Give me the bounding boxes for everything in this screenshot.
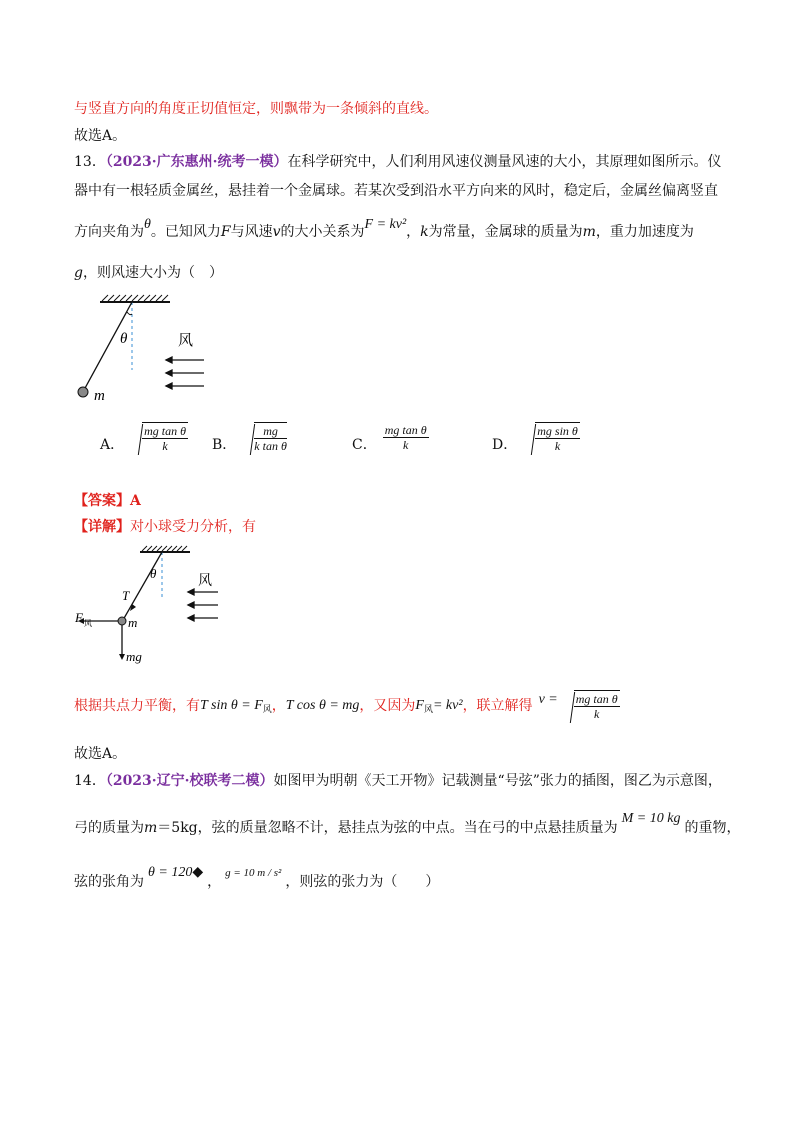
eq-sep: ，	[271, 697, 286, 714]
answer-tag: 【答案】	[74, 493, 130, 509]
q14-m: m	[144, 820, 158, 836]
q13-text3d: 的大小关系为	[280, 224, 365, 240]
q14-text2b: ＝5kg，弦的质量忽略不计，悬挂点为弦的中点。当在弓的中点悬挂质量为	[157, 820, 618, 836]
eq-mid: ，又因为	[359, 697, 416, 714]
fig2-theta: θ	[150, 566, 157, 581]
q14-source: （2023·辽宁·校联考二模）	[105, 773, 274, 789]
q14-theta-formula: θ = 120◆	[148, 865, 204, 880]
fig2-F: F	[75, 610, 83, 625]
q13-source: （2023·广东惠州·统考一模）	[105, 154, 288, 170]
q14-g-formula: g = 10 m / s²	[225, 867, 282, 879]
q13-figure	[70, 290, 220, 405]
q13-text3g: ，重力加速度为	[595, 224, 694, 240]
q14-line3	[74, 865, 440, 893]
q14-line2	[74, 811, 741, 839]
option-a-den: k	[162, 438, 168, 453]
q13-detail	[74, 517, 256, 537]
eq-end: ，联立解得	[462, 697, 533, 714]
q13-theta: θ	[144, 217, 151, 232]
fig2-m: m	[128, 615, 138, 630]
eq3-sub: 风	[423, 704, 433, 715]
q13-force-diagram	[70, 540, 230, 670]
q13-text3b: 。已知风力	[150, 224, 221, 240]
q13-k: k	[420, 224, 429, 240]
option-c-num: mg tan θ	[384, 422, 427, 437]
q14-line1	[74, 771, 722, 791]
q14-text1: 如图甲为明朝《天工开物》记载测量“号弦”张力的插图，图乙为示意图，	[273, 773, 722, 789]
eq2: T cos θ = mg	[285, 697, 360, 713]
fig2-T: T	[122, 588, 130, 603]
option-d-label: D．	[492, 437, 518, 453]
option-b-den: k tan θ	[254, 438, 287, 453]
eq3: F	[415, 697, 424, 713]
q14-text2a: 弓的质量为	[74, 820, 144, 836]
q13-text1: 在科学研究中，人们利用风速仪测量风速的大小，其原理如图所示。仪	[287, 154, 722, 170]
option-c[interactable]	[352, 420, 429, 454]
eq-den: k	[594, 707, 600, 721]
option-b-label: B．	[212, 437, 237, 453]
eq3-rest: = kv²	[432, 697, 463, 713]
eq-v: v =	[538, 691, 558, 707]
q13-line4	[74, 263, 223, 283]
q13-line1	[74, 152, 722, 172]
option-d[interactable]	[492, 420, 580, 454]
option-d-num: mg sin θ	[537, 423, 578, 438]
q13-formula: F = kv²	[364, 217, 407, 232]
option-d-den: k	[554, 438, 561, 453]
option-a-num: mg tan θ	[144, 423, 187, 438]
q13-choice: 故选A。	[74, 746, 127, 762]
q14-text3a: 弦的张角为	[74, 874, 144, 890]
q14-M-formula: M = 10 kg	[621, 811, 681, 826]
q13-text3a: 方向夹角为	[74, 224, 144, 240]
eq1: T sin θ = F	[200, 697, 263, 713]
q13-equation-line	[74, 690, 620, 721]
q13-fig-wind: 风	[178, 333, 194, 349]
q13-v: v	[272, 224, 281, 240]
option-a-label: A．	[100, 437, 125, 453]
fig2-wind: 风	[198, 574, 212, 589]
q14-text3b: ，则弦的张力为（ ）	[285, 874, 440, 890]
q13-fig-theta: θ	[120, 331, 128, 347]
prev-conclusion: 与竖直方向的角度正切值恒定，则飘带为一条倾斜的直线。	[74, 101, 438, 117]
q14-text2c: 的重物，	[684, 820, 741, 836]
eq-lead: 根据共点力平衡，有	[74, 697, 200, 714]
eq-num: mg tan θ	[575, 692, 618, 706]
prev-choice: 故选A。	[74, 128, 127, 144]
q13-answer	[74, 491, 141, 511]
q13-line2: 器中有一根轻质金属丝，悬挂着一个金属球。若某次受到沿水平方向来的风时，稳定后，金属丝偏离竖直	[74, 183, 718, 199]
detail-text: 对小球受力分析，有	[130, 519, 256, 535]
fig2-mg: mg	[126, 649, 142, 664]
q13-number: 13．	[74, 154, 106, 170]
q13-line3	[74, 217, 694, 243]
option-c-label: C．	[352, 437, 377, 453]
q13-fig-m: m	[94, 388, 105, 404]
q13-g: g	[74, 265, 83, 281]
q13-text3e: ，	[406, 224, 421, 240]
q13-m: m	[582, 224, 596, 240]
answer-value: A	[130, 493, 141, 509]
fig2-F-sub: 风	[84, 619, 92, 628]
q13-text3f: 为常量，金属球的质量为	[428, 224, 583, 240]
detail-tag: 【详解】	[74, 519, 130, 535]
option-b[interactable]	[212, 420, 287, 454]
q14-number: 14．	[74, 773, 106, 789]
q13-F: F	[220, 224, 231, 240]
q14-sep: ，	[207, 874, 222, 890]
q13-text4: ，则风速大小为（ ）	[82, 265, 223, 281]
q13-text3c: 与风速	[230, 224, 273, 240]
option-a[interactable]	[100, 420, 188, 454]
option-b-num: mg	[254, 424, 287, 439]
eq1-sub: 风	[262, 704, 272, 715]
option-c-den: k	[403, 437, 409, 452]
